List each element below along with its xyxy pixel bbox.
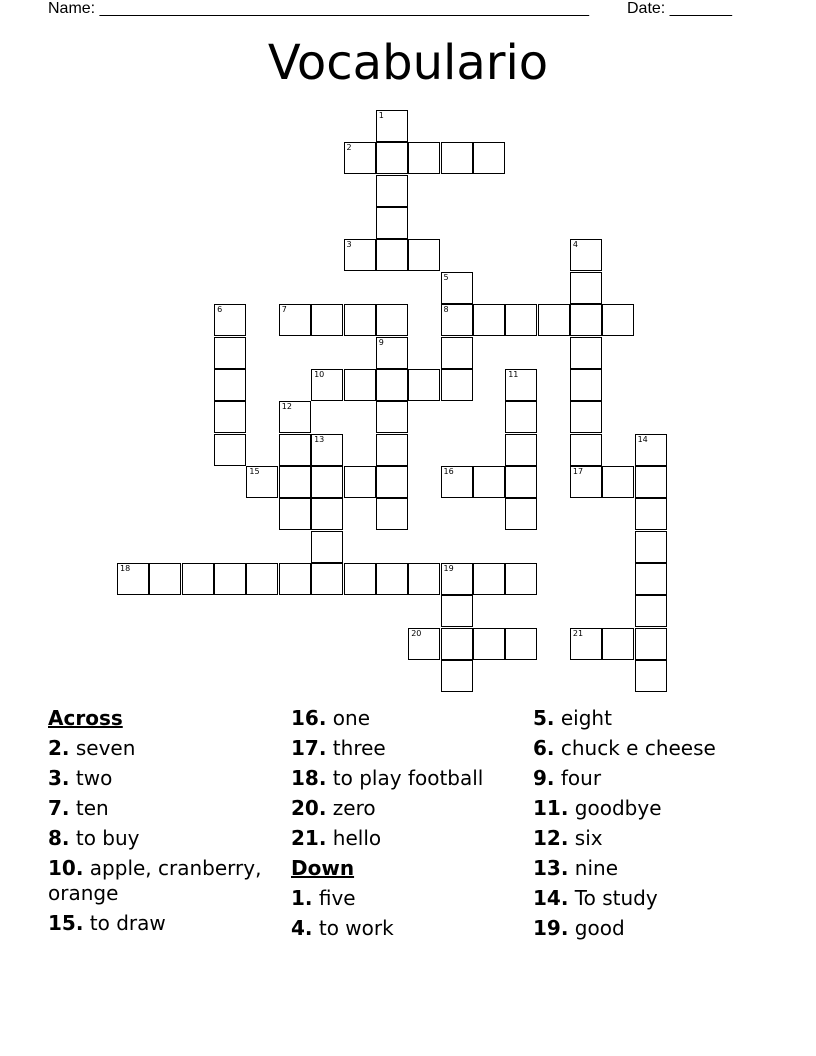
clue-number-label: 4. bbox=[291, 916, 313, 940]
clue-number: 8 bbox=[443, 305, 449, 315]
across-clue bbox=[291, 733, 531, 763]
crossword-cell[interactable] bbox=[441, 628, 473, 660]
clue-number-label: 1. bbox=[291, 886, 313, 910]
crossword-cell[interactable] bbox=[602, 304, 634, 336]
crossword-cell[interactable] bbox=[376, 434, 408, 466]
crossword-cell[interactable] bbox=[505, 466, 537, 498]
crossword-cell[interactable] bbox=[279, 466, 311, 498]
name-line: Name: _______________________________________________________ bbox=[48, 0, 589, 17]
clue-text: two bbox=[75, 766, 113, 790]
crossword-cell[interactable] bbox=[117, 563, 149, 595]
crossword-cell[interactable] bbox=[279, 401, 311, 433]
crossword-cell[interactable] bbox=[408, 563, 440, 595]
clue-number: 20 bbox=[411, 628, 422, 638]
clue-number-label: 8. bbox=[48, 826, 70, 850]
clue-number: 9 bbox=[378, 337, 384, 347]
crossword-cell[interactable] bbox=[376, 563, 408, 595]
clue-text: chuck e cheese bbox=[560, 736, 716, 760]
crossword-cell[interactable] bbox=[441, 272, 473, 304]
crossword-cell[interactable] bbox=[505, 401, 537, 433]
crossword-cell[interactable] bbox=[505, 628, 537, 660]
crossword-cell[interactable] bbox=[441, 595, 473, 627]
crossword-cell[interactable] bbox=[441, 466, 473, 498]
crossword-cell[interactable] bbox=[570, 272, 602, 304]
crossword-cell[interactable] bbox=[473, 304, 505, 336]
across-clue bbox=[48, 763, 288, 793]
crossword-cell[interactable] bbox=[344, 304, 376, 336]
clue-column-2 bbox=[291, 703, 531, 943]
crossword-cell[interactable] bbox=[246, 563, 278, 595]
clue-text: to work bbox=[318, 916, 394, 940]
across-heading: Across bbox=[48, 706, 123, 730]
crossword-cell[interactable] bbox=[505, 434, 537, 466]
crossword-cell[interactable] bbox=[635, 531, 667, 563]
clue-text: three bbox=[332, 736, 386, 760]
clue-number-label: 21. bbox=[291, 826, 327, 850]
crossword-cell[interactable] bbox=[473, 466, 505, 498]
clue-text: nine bbox=[574, 856, 619, 880]
crossword-cell[interactable] bbox=[505, 304, 537, 336]
clue-number: 13 bbox=[314, 434, 325, 444]
clue-number-label: 7. bbox=[48, 796, 70, 820]
down-clue bbox=[291, 883, 531, 913]
crossword-cell[interactable] bbox=[214, 369, 246, 401]
crossword-cell[interactable] bbox=[408, 628, 440, 660]
crossword-cell[interactable] bbox=[279, 498, 311, 530]
crossword-cell[interactable] bbox=[376, 498, 408, 530]
crossword-cell[interactable] bbox=[602, 628, 634, 660]
crossword-cell[interactable] bbox=[214, 304, 246, 336]
clue-text: five bbox=[318, 886, 356, 910]
crossword-cell[interactable] bbox=[570, 401, 602, 433]
clue-text: one bbox=[332, 706, 371, 730]
clue-text: to buy bbox=[75, 826, 140, 850]
crossword-cell[interactable] bbox=[376, 337, 408, 369]
crossword-cell[interactable] bbox=[635, 595, 667, 627]
crossword-cell[interactable] bbox=[311, 369, 343, 401]
across-clue bbox=[291, 763, 531, 793]
clue-number-label: 10. bbox=[48, 856, 84, 880]
down-clue bbox=[533, 853, 773, 883]
clue-number: 1 bbox=[378, 111, 384, 120]
crossword-cell[interactable] bbox=[570, 628, 602, 660]
clue-number: 3 bbox=[346, 240, 352, 250]
clue-number: 11 bbox=[508, 369, 519, 379]
clue-number: 4 bbox=[572, 240, 578, 250]
clue-number: 19 bbox=[443, 563, 454, 573]
crossword-cell[interactable] bbox=[279, 304, 311, 336]
crossword-cell[interactable] bbox=[149, 563, 181, 595]
crossword-cell[interactable] bbox=[473, 628, 505, 660]
clue-text: four bbox=[560, 766, 602, 790]
clue-number-label: 14. bbox=[533, 886, 569, 910]
crossword-cell[interactable] bbox=[279, 563, 311, 595]
clue-number-label: 11. bbox=[533, 796, 569, 820]
crossword-cell[interactable] bbox=[376, 142, 408, 174]
crossword-cell[interactable] bbox=[570, 337, 602, 369]
crossword-cell[interactable] bbox=[376, 207, 408, 239]
crossword-cell[interactable] bbox=[635, 660, 667, 692]
across-clue bbox=[48, 908, 288, 938]
crossword-cell[interactable] bbox=[344, 142, 376, 174]
crossword-cell[interactable] bbox=[602, 466, 634, 498]
crossword-cell[interactable] bbox=[408, 142, 440, 174]
clue-number: 10 bbox=[314, 369, 325, 379]
crossword-cell[interactable] bbox=[311, 434, 343, 466]
clue-number: 17 bbox=[572, 466, 584, 476]
crossword-cell[interactable] bbox=[505, 563, 537, 595]
crossword-cell[interactable] bbox=[214, 434, 246, 466]
crossword-cell[interactable] bbox=[376, 466, 408, 498]
clue-number-label: 18. bbox=[291, 766, 327, 790]
clue-number: 5 bbox=[443, 272, 449, 282]
crossword-cell[interactable] bbox=[635, 466, 667, 498]
clue-number-label: 6. bbox=[533, 736, 555, 760]
crossword-cell[interactable] bbox=[214, 337, 246, 369]
crossword-cell[interactable] bbox=[505, 498, 537, 530]
clue-number: 6 bbox=[217, 305, 223, 315]
across-clue bbox=[291, 703, 531, 733]
clue-number: 12 bbox=[281, 402, 292, 412]
crossword-cell[interactable] bbox=[505, 369, 537, 401]
crossword-cell[interactable] bbox=[570, 466, 602, 498]
clue-number-label: 20. bbox=[291, 796, 327, 820]
crossword-cell[interactable] bbox=[376, 304, 408, 336]
crossword-cell[interactable] bbox=[441, 337, 473, 369]
clue-number-label: 19. bbox=[533, 916, 569, 940]
clue-number-label: 13. bbox=[533, 856, 569, 880]
crossword-cell[interactable] bbox=[376, 239, 408, 271]
crossword-cell[interactable] bbox=[408, 369, 440, 401]
crossword-cell[interactable] bbox=[311, 498, 343, 530]
clue-number-label: 9. bbox=[533, 766, 555, 790]
crossword-cell[interactable] bbox=[635, 498, 667, 530]
crossword-cell[interactable] bbox=[214, 563, 246, 595]
crossword-cell[interactable] bbox=[441, 369, 473, 401]
down-clue bbox=[291, 913, 531, 943]
crossword-cell[interactable] bbox=[311, 466, 343, 498]
down-clue bbox=[533, 913, 773, 943]
clue-text: good bbox=[574, 916, 625, 940]
clue-text: seven bbox=[75, 736, 136, 760]
across-clue bbox=[291, 823, 531, 853]
crossword-cell[interactable] bbox=[408, 239, 440, 271]
crossword-cell[interactable] bbox=[344, 466, 376, 498]
date-line: Date: _______ bbox=[627, 0, 732, 17]
clue-column-1 bbox=[48, 703, 288, 938]
across-clue bbox=[48, 853, 288, 908]
clue-number: 7 bbox=[281, 305, 287, 315]
across-clue bbox=[48, 733, 288, 763]
across-clue bbox=[291, 793, 531, 823]
crossword-cell[interactable] bbox=[635, 434, 667, 466]
down-clue bbox=[533, 763, 773, 793]
crossword-cell[interactable] bbox=[214, 401, 246, 433]
crossword-cell[interactable] bbox=[311, 304, 343, 336]
down-clue bbox=[533, 823, 773, 853]
clue-number-label: 12. bbox=[533, 826, 569, 850]
crossword-cell[interactable] bbox=[376, 110, 408, 142]
crossword-cell[interactable] bbox=[376, 175, 408, 207]
crossword-cell[interactable] bbox=[570, 369, 602, 401]
clue-number-label: 3. bbox=[48, 766, 70, 790]
crossword-cell[interactable] bbox=[570, 239, 602, 271]
clue-number-label: 16. bbox=[291, 706, 327, 730]
crossword-cell[interactable] bbox=[344, 369, 376, 401]
clue-text: to play football bbox=[332, 766, 484, 790]
clue-text: zero bbox=[332, 796, 376, 820]
crossword-cell[interactable] bbox=[635, 628, 667, 660]
clue-text: eight bbox=[560, 706, 612, 730]
clue-text: To study bbox=[574, 886, 658, 910]
crossword-cell[interactable] bbox=[182, 563, 214, 595]
clue-text: hello bbox=[332, 826, 382, 850]
crossword-cell[interactable] bbox=[441, 563, 473, 595]
crossword-cell[interactable] bbox=[570, 434, 602, 466]
across-clue bbox=[48, 823, 288, 853]
clue-number-label: 2. bbox=[48, 736, 70, 760]
crossword-cell[interactable] bbox=[376, 401, 408, 433]
crossword-cell[interactable] bbox=[344, 563, 376, 595]
crossword-cell[interactable] bbox=[279, 434, 311, 466]
clue-number-label: 17. bbox=[291, 736, 327, 760]
crossword-cell[interactable] bbox=[441, 660, 473, 692]
crossword-cell[interactable] bbox=[473, 142, 505, 174]
clue-number-label: 5. bbox=[533, 706, 555, 730]
clue-number: 14 bbox=[637, 434, 648, 444]
crossword-cell[interactable] bbox=[311, 531, 343, 563]
clue-text: goodbye bbox=[574, 796, 662, 820]
down-clue bbox=[533, 883, 773, 913]
clue-text: to draw bbox=[89, 911, 166, 935]
crossword-cell[interactable] bbox=[376, 369, 408, 401]
down-clue bbox=[533, 793, 773, 823]
down-clue bbox=[533, 703, 773, 733]
crossword-cell[interactable] bbox=[441, 304, 473, 336]
crossword-cell[interactable] bbox=[344, 239, 376, 271]
clue-text: ten bbox=[75, 796, 109, 820]
page-title: Vocabulario bbox=[267, 35, 549, 91]
crossword-cell[interactable] bbox=[311, 563, 343, 595]
clue-column-3 bbox=[533, 703, 773, 943]
clue-number: 16 bbox=[443, 466, 454, 476]
crossword-cell[interactable] bbox=[246, 466, 278, 498]
clue-number: 18 bbox=[120, 563, 131, 573]
down-heading: Down bbox=[291, 856, 355, 880]
clue-text: apple, cranberry, orange bbox=[48, 856, 262, 905]
crossword-cell[interactable] bbox=[570, 304, 602, 336]
clue-number: 21 bbox=[572, 628, 584, 638]
clue-number: 2 bbox=[346, 143, 352, 153]
crossword-cell[interactable] bbox=[441, 142, 473, 174]
crossword-cell[interactable] bbox=[538, 304, 570, 336]
clue-number-label: 15. bbox=[48, 911, 84, 935]
down-clue bbox=[533, 733, 773, 763]
across-clue bbox=[48, 793, 288, 823]
clue-text: six bbox=[574, 826, 603, 850]
clue-number: 15 bbox=[249, 466, 260, 476]
crossword-cell[interactable] bbox=[473, 563, 505, 595]
crossword-cell[interactable] bbox=[635, 563, 667, 595]
